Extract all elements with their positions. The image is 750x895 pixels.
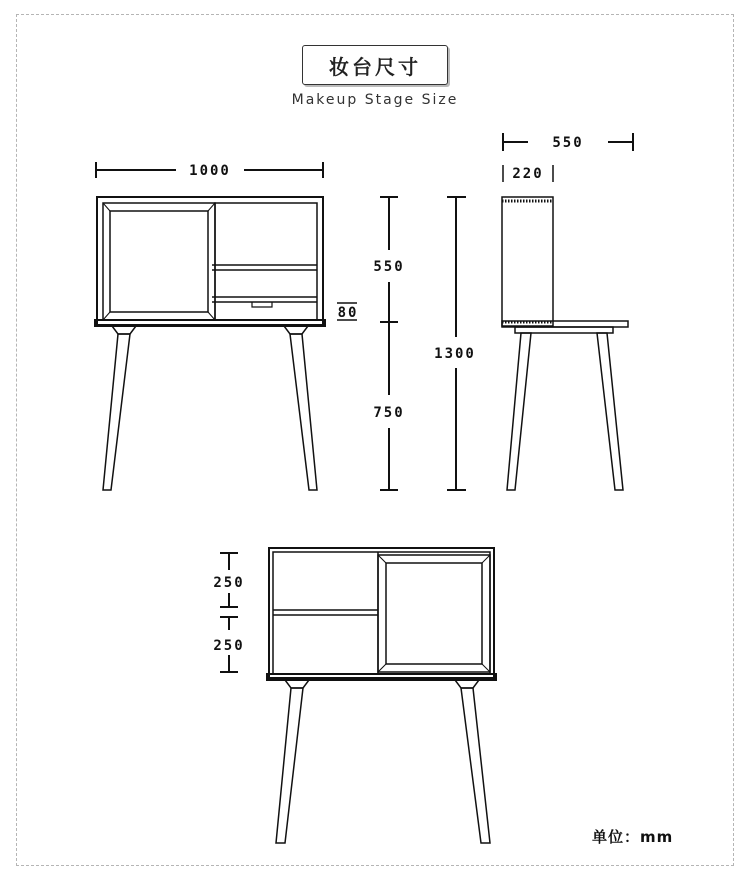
back-cabinet [269,548,494,678]
back-mirror-panel [386,563,482,664]
width-label: 1000 [189,163,231,179]
front-view [95,162,476,490]
back-mirror-frame [378,555,490,672]
back-view [213,548,496,843]
mirror-door-panel [110,211,208,312]
page-title: 妆台尺寸 [329,54,421,79]
side-leg-back [597,333,623,490]
side-view [502,133,633,490]
leg-cap-left [112,326,136,334]
compartment-top-label: 250 [213,575,245,591]
side-leg-front [507,333,531,490]
cabinet-base [95,320,325,326]
subtitle: Makeup Stage Size [291,92,459,108]
back-leg-right [461,688,490,843]
drawer-height-label: 80 [337,305,359,321]
mirror-door-frame [103,203,215,320]
upper-height-label: 550 [373,259,405,275]
mirror-depth-label: 220 [512,166,544,182]
total-height-label: 1300 [434,346,476,362]
leg-cap-right [284,326,308,334]
leg-height-label: 750 [373,405,405,421]
depth-label: 550 [552,135,584,151]
side-cabinet [502,197,553,326]
leg-right [290,334,317,490]
leg-left [103,334,130,490]
leg-cap-right [455,680,479,688]
compartment-bottom-label: 250 [213,638,245,654]
back-leg-left [276,688,303,843]
leg-cap-left [285,680,309,688]
side-apron [515,327,613,333]
cabinet-body [97,197,323,325]
unit-label: 单位：mm [592,828,674,846]
